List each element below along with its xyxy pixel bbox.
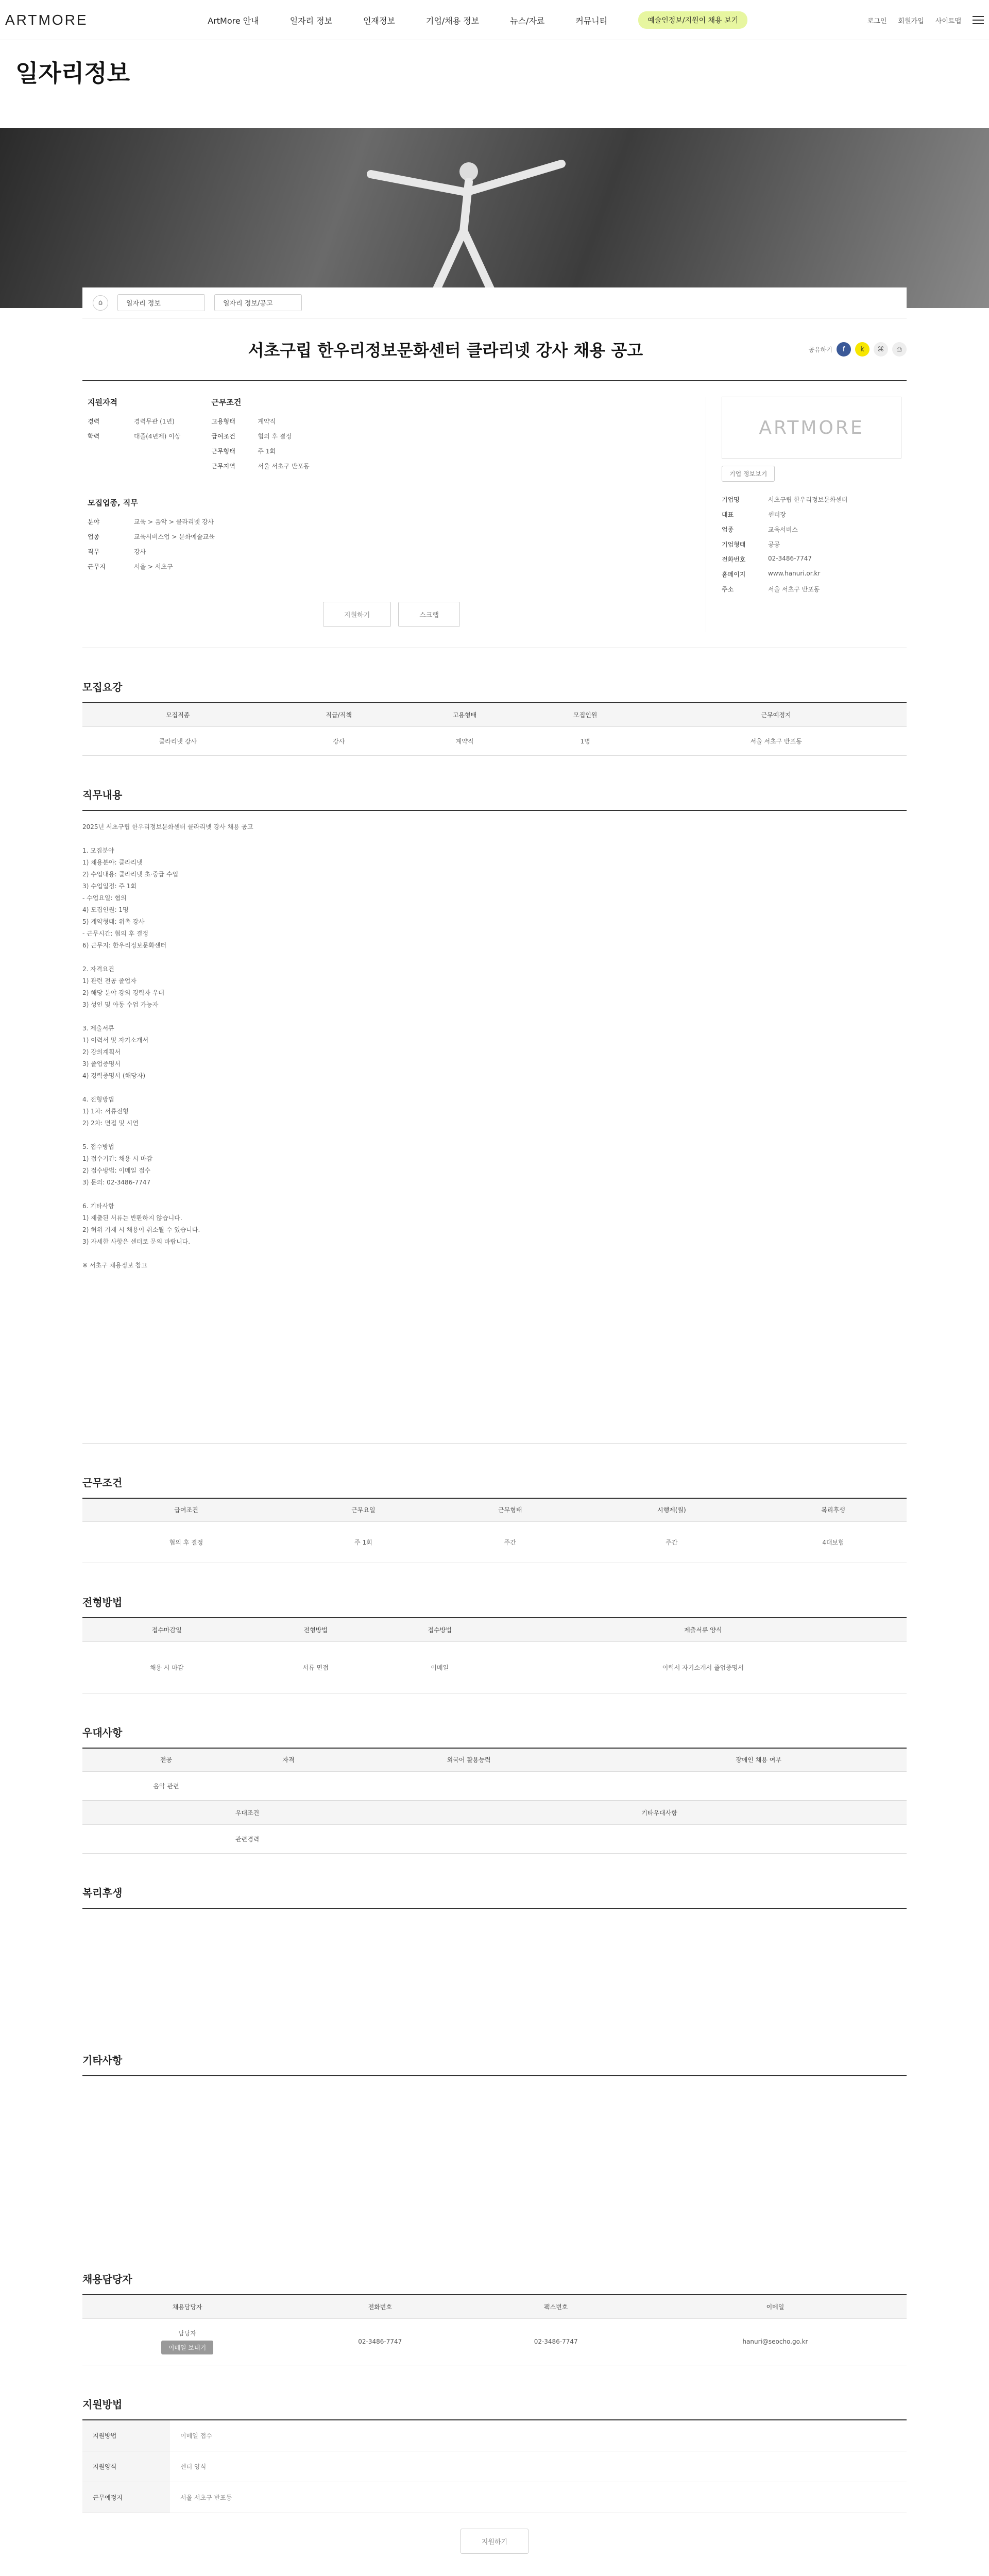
company-row: 기업형태 공공 xyxy=(722,541,780,548)
selection-table: 접수마감일 전형방법 접수방법 제출서류 양식 채용 시 마감 서류 면접 이메일 이력서 자기소개서 졸업증명서 xyxy=(82,1617,907,1693)
apply-submit-button[interactable]: 지원하기 xyxy=(461,2529,528,2554)
summary-row: 학력 대졸(4년제) 이상 xyxy=(88,433,181,440)
recruit-table: 모집직종 직급/직책 고용형태 모집인원 근무예정지 클라리넷 강사 강사 계약직 1명 서울 서초구 반포동 xyxy=(82,702,907,756)
etc-section xyxy=(82,2052,907,2240)
table-row: 협의 후 결정 주 1회 주간 주간 4대보험 xyxy=(82,1522,907,1563)
summary-row: 근무지 서울 > 서초구 xyxy=(88,563,173,570)
summary-row: 급여조건 협의 후 결정 xyxy=(211,433,292,440)
summary-row: 직무 강사 xyxy=(88,548,146,555)
site-logo[interactable]: ARTMORE xyxy=(5,12,88,28)
breadcrumb-level2[interactable]: 일자리 정보/공고 xyxy=(214,294,302,311)
condition-title: 근무조건 xyxy=(211,398,242,407)
contact-table: 채용담당자 전화번호 팩스번호 이메일 담당자 이메일 보내기 02-3486-7747 02-3486-7747 hanuri@seocho.go.kr xyxy=(82,2294,907,2365)
conditions-table: 급여조건 근무요일 근무형태 시행제(월) 복리후생 협의 후 결정 주 1회 주간 주간 4대보험 xyxy=(82,1498,907,1564)
company-row: 홈페이지 www.hanuri.or.kr xyxy=(722,570,821,578)
selection-section xyxy=(82,1594,907,1693)
email-button[interactable]: 이메일 보내기 xyxy=(161,2341,213,2354)
menu-icon[interactable] xyxy=(973,16,984,24)
section-title: 전형방법 xyxy=(82,1596,123,1608)
menu-jobs[interactable]: 일자리 정보 xyxy=(289,15,333,26)
company-row: 업종 교육서비스 xyxy=(722,526,798,533)
page-title: 일자리정보 xyxy=(15,59,130,87)
qualification-title: 지원자격 xyxy=(88,398,117,407)
link-icon[interactable]: ⌘ xyxy=(874,342,888,357)
summary-row: 업종 교육서비스업 > 문화예술교육 xyxy=(88,533,215,540)
contact-section xyxy=(82,2271,907,2365)
menu-talent[interactable]: 인재정보 xyxy=(363,15,395,26)
preference-table: 전공 자격 외국어 활용능력 장애인 채용 여부 음악 관련 xyxy=(82,1748,907,1801)
conditions-section xyxy=(82,1475,907,1564)
welfare-section xyxy=(82,1885,907,2021)
section-title: 기타사항 xyxy=(82,2054,123,2066)
company-row: 기업명 서초구립 한우리정보문화센터 xyxy=(722,496,848,503)
section-title: 근무조건 xyxy=(82,1476,123,1489)
share-bar xyxy=(809,342,907,357)
table-row: 관련경력 xyxy=(82,1825,907,1854)
apply-button[interactable]: 지원하기 xyxy=(323,602,391,627)
summary-row: 경력 경력무관 (1년) xyxy=(88,418,175,425)
apply-row: 지원방법 이메일 접수 xyxy=(82,2420,907,2451)
menu-company[interactable]: 기업/채용 정보 xyxy=(425,15,480,26)
menu-news[interactable]: 뉴스/자료 xyxy=(510,15,545,26)
signup-link[interactable]: 회원가입 xyxy=(898,17,924,25)
section-title: 우대사항 xyxy=(82,1726,123,1739)
category-title: 모집업종, 직무 xyxy=(88,498,138,507)
table-row: 채용 시 마감 서류 면접 이메일 이력서 자기소개서 졸업증명서 xyxy=(82,1641,907,1693)
company-info-button[interactable]: 기업 정보보기 xyxy=(722,466,775,482)
apply-row: 근무예정지 서울 서초구 반포동 xyxy=(82,2482,907,2513)
company-row: 전화번호 02-3486-7747 xyxy=(722,555,812,563)
recruit-section xyxy=(82,679,907,756)
section-title: 지원방법 xyxy=(82,2398,123,2411)
summary-row: 고용형태 계약직 xyxy=(211,418,276,425)
util-links xyxy=(867,15,984,25)
preference-table-2: 우대조건 기타우대사항 관련경력 xyxy=(82,1801,907,1854)
job-title: 서초구립 한우리정보문화센터 클라리넷 강사 채용 공고 xyxy=(248,341,643,360)
job-summary xyxy=(82,380,907,648)
top-header xyxy=(0,0,989,40)
section-title: 직무내용 xyxy=(82,788,123,801)
home-icon[interactable]: ⌂ xyxy=(93,295,108,311)
dancer-image xyxy=(340,143,577,298)
hero-image xyxy=(0,128,989,308)
breadcrumb xyxy=(82,287,907,318)
summary-row: 근무지역 서울 서초구 반포동 xyxy=(211,463,310,470)
kakao-icon[interactable]: k xyxy=(855,342,869,357)
preference-section xyxy=(82,1724,907,1854)
company-logo: ARTMORE xyxy=(722,397,901,459)
facebook-icon[interactable]: f xyxy=(837,342,851,357)
sitemap-link[interactable]: 사이트맵 xyxy=(935,17,961,25)
apply-row: 지원양식 센터 양식 xyxy=(82,2451,907,2482)
share-label: 공유하기 xyxy=(808,346,832,353)
breadcrumb-level1[interactable]: 일자리 정보 xyxy=(117,294,205,311)
menu-about[interactable]: ArtMore 안내 xyxy=(208,15,259,26)
table-row: 클라리넷 강사 강사 계약직 1명 서울 서초구 반포동 xyxy=(82,726,907,755)
section-title: 모집요강 xyxy=(82,681,123,693)
highlight-button[interactable]: 예술인정보/지원이 채용 보기 xyxy=(638,11,747,29)
table-row: 음악 관련 xyxy=(82,1772,907,1801)
apply-section xyxy=(82,2396,907,2554)
company-row: 주소 서울 서초구 반포동 xyxy=(722,586,820,593)
table-row: 담당자 이메일 보내기 02-3486-7747 02-3486-7747 hanuri@seocho.go.kr xyxy=(82,2318,907,2365)
menu-community[interactable]: 커뮤니티 xyxy=(575,15,608,26)
scrap-button[interactable]: 스크랩 xyxy=(398,602,460,627)
duty-section xyxy=(82,787,907,1444)
login-link[interactable]: 로그인 xyxy=(867,17,887,25)
main-menu xyxy=(208,11,747,29)
duty-text: 2025년 서초구립 한우리정보문화센터 클라리넷 강사 채용 공고 1. 모집분야 1) 채용분야: 클라리넷 2) 수업내용: 클라리넷 초·중급 수업 3) 수업일정: 주 1회 - 수업요일: 협의 4) 모집인원: 1명 5) 계약형태: 위촉 강사 - 근무시간: 협의 후 결정 6) 근무지: 한우리정보문화센터 2. 자격요건 1) 관련 전공 졸업자 2) 해당 분야 강의 경력자 우대 3) 성인 및 아동 수업 가능자 3. 제출서류 1) 이력서 및 자기소개서 2) 강의계획서 3) 졸업증명서 4) 경력증명서 (해당자) 4. 전형방법 1) 1차: 서류전형 2) 2차: 면접 및 시연 5. 접수방법 1) 접수기간: 채용 시 마감 2) 접수방법: 이메일 접수 3) 문의: 02-3486-7747 6. 기타사항 1) 제출된 서류는 반환하지 않습니다. 2) 허위 기재 시 채용이 취소될 수 있습니다. 3) 자세한 사항은 센터로 문의 바랍니다. ※ 서초구 채용정보 참고 xyxy=(82,810,907,1444)
summary-row: 근무형태 주 1회 xyxy=(211,448,276,455)
section-title: 복리후생 xyxy=(82,1887,123,1899)
section-title: 채용담당자 xyxy=(82,2273,132,2285)
summary-row: 분야 교육 > 음악 > 클라리넷 강사 xyxy=(88,518,214,526)
company-row: 대표 센터장 xyxy=(722,511,786,518)
print-icon[interactable]: ⎙ xyxy=(892,342,907,357)
